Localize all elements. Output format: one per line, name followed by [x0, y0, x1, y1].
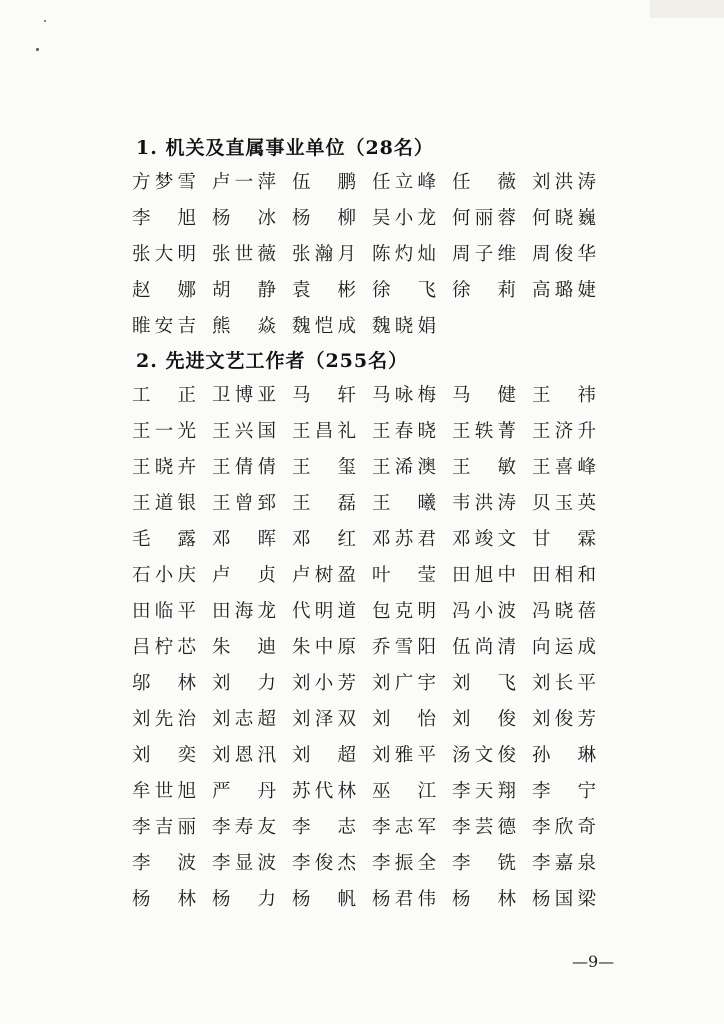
person-name: 王 济 升 — [532, 421, 596, 442]
person-name: 工 正 — [132, 385, 196, 406]
section-title-artists: 2. 先进文艺工作者（255名） — [136, 350, 409, 372]
person-name: 刘 超 — [292, 745, 356, 766]
person-name: 王 一 光 — [132, 421, 196, 442]
person-name: 李 显 波 — [212, 853, 276, 874]
person-name: 李 铣 — [452, 853, 516, 874]
person-name: 汤 文 俊 — [452, 745, 516, 766]
person-name: 王 道 银 — [132, 493, 196, 514]
person-name: 王 喜 峰 — [532, 457, 596, 478]
person-name: 田 旭 中 — [452, 565, 516, 586]
scan-speck — [36, 48, 39, 51]
name-grid-agencies — [132, 165, 612, 345]
person-name: 贝 玉 英 — [532, 493, 596, 514]
person-name: 田 相 和 — [532, 565, 596, 586]
person-name: 牟 世 旭 — [132, 781, 196, 802]
person-name: 卢 一 萍 — [212, 172, 276, 193]
person-name: 甘 霖 — [532, 529, 596, 550]
person-name: 李 志 — [292, 817, 356, 838]
person-name: 王 敏 — [452, 457, 516, 478]
person-name: 王 春 晓 — [372, 421, 436, 442]
person-name: 陈 灼 灿 — [372, 244, 436, 265]
section-title-agencies: 1. 机关及直属事业单位（28名） — [136, 137, 434, 159]
person-name: 刘 飞 — [452, 673, 516, 694]
person-name: 何 晓 巍 — [532, 208, 596, 229]
person-name: 杨 国 梁 — [532, 889, 596, 910]
person-name: 李 寿 友 — [212, 817, 276, 838]
person-name: 冯 小 波 — [452, 601, 516, 622]
person-name: 张 瀚 月 — [292, 244, 356, 265]
person-name: 李 旭 — [132, 208, 196, 229]
person-name: 刘 小 芳 — [292, 673, 356, 694]
person-name: 王 兴 国 — [212, 421, 276, 442]
person-name: 王 轶 菁 — [452, 421, 516, 442]
person-name: 刘 长 平 — [532, 673, 596, 694]
person-name: 杨 林 — [132, 889, 196, 910]
person-name: 刘 泽 双 — [292, 709, 356, 730]
person-name: 王 祎 — [532, 385, 596, 406]
person-name: 邓 竣 文 — [452, 529, 516, 550]
person-name: 刘 广 宇 — [372, 673, 436, 694]
person-name: 朱 迪 — [212, 637, 276, 658]
person-name: 胡 静 — [212, 280, 276, 301]
person-name: 周 子 维 — [452, 244, 516, 265]
person-name: 田 临 平 — [132, 601, 196, 622]
person-name: 魏 恺 成 — [292, 316, 356, 337]
person-name: 王 晓 卉 — [132, 457, 196, 478]
person-name: 卢 树 盈 — [292, 565, 356, 586]
person-name: 刘 先 治 — [132, 709, 196, 730]
person-name: 睢 安 吉 — [132, 316, 196, 337]
name-grid-artists — [132, 378, 612, 918]
person-name: 代 明 道 — [292, 601, 356, 622]
person-name: 刘 恩 汛 — [212, 745, 276, 766]
person-name: 田 海 龙 — [212, 601, 276, 622]
person-name: 李 宁 — [532, 781, 596, 802]
person-name: 熊 焱 — [212, 316, 276, 337]
person-name: 向 运 成 — [532, 637, 596, 658]
person-name: 苏 代 林 — [292, 781, 356, 802]
person-name: 赵 娜 — [132, 280, 196, 301]
person-name: 邓 苏 君 — [372, 529, 436, 550]
person-name: 邬 林 — [132, 673, 196, 694]
person-name: 王 曾 郅 — [212, 493, 276, 514]
person-name: 吴 小 龙 — [372, 208, 436, 229]
person-name: 王 磊 — [292, 493, 356, 514]
person-name: 魏 晓 娟 — [372, 316, 436, 337]
person-name: 李 波 — [132, 853, 196, 874]
person-name: 李 振 全 — [372, 853, 436, 874]
scan-speck — [44, 20, 46, 22]
person-name: 刘 奕 — [132, 745, 196, 766]
person-name: 卫 博 亚 — [212, 385, 276, 406]
person-name: 卢 贞 — [212, 565, 276, 586]
person-name: 刘 雅 平 — [372, 745, 436, 766]
person-name: 伍 尚 清 — [452, 637, 516, 658]
scan-smudge — [650, 0, 724, 18]
person-name: 刘 力 — [212, 673, 276, 694]
person-name: 刘 洪 涛 — [532, 172, 596, 193]
person-name: 任 薇 — [452, 172, 516, 193]
person-name: 周 俊 华 — [532, 244, 596, 265]
person-name: 吕 柠 芯 — [132, 637, 196, 658]
person-name: 杨 力 — [212, 889, 276, 910]
person-name: 朱 中 原 — [292, 637, 356, 658]
person-name: 杨 君 伟 — [372, 889, 436, 910]
person-name: 李 嘉 泉 — [532, 853, 596, 874]
person-name: 王 倩 倩 — [212, 457, 276, 478]
person-name: 刘 志 超 — [212, 709, 276, 730]
person-name: 邓 晖 — [212, 529, 276, 550]
person-name: 严 丹 — [212, 781, 276, 802]
person-name: 乔 雪 阳 — [372, 637, 436, 658]
person-name: 李 俊 杰 — [292, 853, 356, 874]
person-name: 徐 飞 — [372, 280, 436, 301]
person-name: 毛 露 — [132, 529, 196, 550]
person-name: 张 大 明 — [132, 244, 196, 265]
person-name: 冯 晓 蓓 — [532, 601, 596, 622]
person-name: 李 欣 奇 — [532, 817, 596, 838]
person-name: 包 克 明 — [372, 601, 436, 622]
page-number: —9— — [572, 952, 615, 971]
person-name: 伍 鹏 — [292, 172, 356, 193]
person-name: 马 轩 — [292, 385, 356, 406]
person-name: 王 玺 — [292, 457, 356, 478]
person-name: 杨 帆 — [292, 889, 356, 910]
person-name: 杨 冰 — [212, 208, 276, 229]
person-name: 何 丽 蓉 — [452, 208, 516, 229]
person-name: 巫 江 — [372, 781, 436, 802]
person-name: 刘 怡 — [372, 709, 436, 730]
person-name: 刘 俊 — [452, 709, 516, 730]
person-name: 李 志 军 — [372, 817, 436, 838]
person-name: 方 梦 雪 — [132, 172, 196, 193]
person-name: 邓 红 — [292, 529, 356, 550]
person-name: 刘 俊 芳 — [532, 709, 596, 730]
person-name: 石 小 庆 — [132, 565, 196, 586]
person-name: 张 世 薇 — [212, 244, 276, 265]
person-name: 韦 洪 涛 — [452, 493, 516, 514]
person-name: 杨 柳 — [292, 208, 356, 229]
person-name: 高 璐 婕 — [532, 280, 596, 301]
person-name: 王 昌 礼 — [292, 421, 356, 442]
person-name: 孙 琳 — [532, 745, 596, 766]
person-name: 任 立 峰 — [372, 172, 436, 193]
person-name: 马 健 — [452, 385, 516, 406]
person-name: 王 浠 澳 — [372, 457, 436, 478]
person-name: 李 芸 德 — [452, 817, 516, 838]
person-name: 杨 林 — [452, 889, 516, 910]
person-name: 叶 莹 — [372, 565, 436, 586]
person-name: 王 曦 — [372, 493, 436, 514]
person-name: 马 咏 梅 — [372, 385, 436, 406]
person-name: 徐 莉 — [452, 280, 516, 301]
person-name: 李 天 翔 — [452, 781, 516, 802]
person-name: 袁 彬 — [292, 280, 356, 301]
person-name: 李 吉 丽 — [132, 817, 196, 838]
